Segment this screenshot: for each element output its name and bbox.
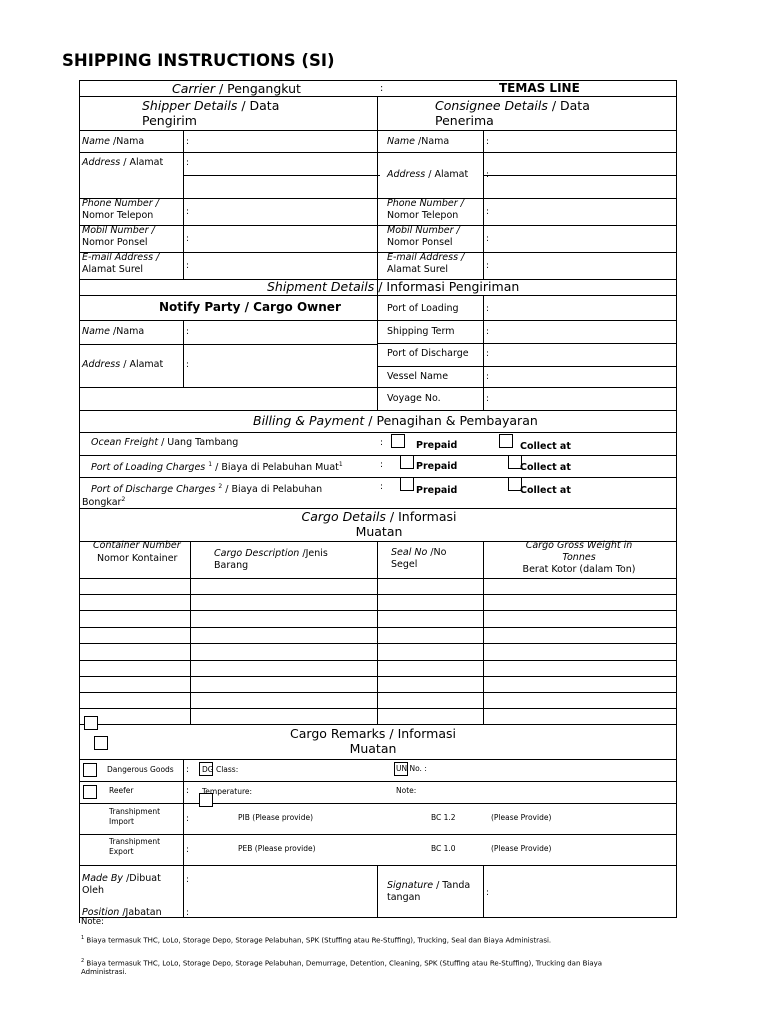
colon: :	[186, 158, 190, 168]
shipper-address-label: Address / Alamat	[82, 157, 164, 168]
prepaid-label: Prepaid	[416, 440, 458, 451]
divider	[79, 917, 676, 918]
divider	[79, 781, 676, 782]
divider	[79, 410, 676, 411]
divider	[377, 865, 378, 917]
reefer-label: Reefer	[109, 786, 134, 795]
col-gross-weight: Cargo Gross Weight in Tonnes Berat Kotor (dalam Ton)	[522, 540, 636, 575]
prepaid-checkbox[interactable]	[400, 455, 414, 469]
notify-party-header: Notify Party / Cargo Owner	[159, 300, 341, 314]
stray-checkbox[interactable]	[84, 716, 98, 730]
notify-address-label: Address / Alamat	[82, 359, 164, 370]
colon: :	[186, 261, 190, 271]
colon: :	[486, 207, 490, 217]
divider	[79, 295, 676, 296]
divider	[483, 175, 676, 176]
divider	[183, 759, 184, 917]
colon: :	[380, 482, 384, 492]
table-border-top	[79, 80, 676, 81]
col-container-number: Container Number	[93, 540, 181, 551]
pib-label: PIB (Please provide)	[238, 813, 314, 822]
prepaid-checkbox[interactable]	[391, 434, 405, 448]
colon: :	[486, 888, 490, 898]
page-title: SHIPPING INSTRUCTIONS (SI)	[62, 51, 335, 70]
carrier-label: Carrier / Pengangkut	[172, 81, 301, 96]
divider	[377, 343, 676, 344]
collect-checkbox[interactable]	[499, 434, 513, 448]
vessel-name-label: Vessel Name	[387, 371, 449, 382]
dangerous-goods-checkbox[interactable]	[83, 763, 97, 777]
divider	[79, 225, 676, 226]
bc10-label: BC 1.0	[431, 844, 456, 853]
consignee-email-label: E-mail Address / Alamat Surel	[387, 252, 465, 275]
divider	[79, 320, 377, 321]
cargo-details-header: Cargo Details / Informasi	[301, 509, 457, 524]
colon: :	[486, 372, 490, 382]
colon: :	[186, 814, 190, 824]
consignee-address-label: Address / Alamat	[387, 169, 469, 180]
divider	[483, 295, 484, 410]
cargo-remarks-header-2: Muatan	[349, 741, 397, 756]
colon: :	[486, 349, 490, 359]
port-loading-charges-label: Port of Loading Charges $^1$ / Biaya di Pelabuhan Muat$^1$	[91, 461, 343, 474]
divider	[483, 541, 484, 724]
divider	[377, 541, 378, 724]
collect-label: Collect at	[520, 485, 571, 496]
divider	[79, 455, 676, 456]
note-1: $^1$ Biaya termasuk THC, LoLo, Storage Depo, Storage Pelabuhan, SPK (Stuffing atau Re-Stuffing), Trucking, Seal dan Biaya Administrasi.	[81, 935, 552, 945]
temperature-label: Temperature:	[202, 787, 253, 796]
prepaid-checkbox[interactable]	[400, 477, 414, 491]
port-of-loading-label: Port of Loading	[387, 303, 459, 314]
cargo-remarks-header: Cargo Remarks / Informasi	[290, 726, 456, 741]
col-container-number-id: Nomor Kontainer	[97, 553, 178, 564]
position-label: Position /Jabatan	[82, 907, 162, 918]
divider	[183, 130, 184, 279]
colon: :	[186, 845, 190, 855]
colon: :	[486, 170, 490, 180]
divider	[183, 175, 380, 176]
colon: :	[186, 765, 190, 775]
colon: :	[186, 234, 190, 244]
carrier-colon: :	[380, 83, 384, 94]
note-2: $^2$ Biaya termasuk THC, LoLo, Storage Depo, Storage Pelabuhan, Demurrage, Detention, Cleaning, SPK (Stuffing atau Re-Stuffing), Trucking dan Biaya Administrasi.	[81, 958, 603, 977]
colon: :	[486, 394, 490, 404]
divider	[377, 366, 676, 367]
notify-name-label: Name /Nama	[82, 326, 145, 337]
divider	[483, 865, 484, 917]
colon: :	[380, 460, 384, 470]
billing-header: Billing & Payment / Penagihan & Pembayaran	[253, 413, 538, 428]
bc12-provide-label: (Please Provide)	[491, 813, 552, 822]
cargo-details-header-2: Muatan	[355, 524, 403, 539]
consignee-name-label: Name /Nama	[387, 136, 450, 147]
voyage-no-label: Voyage No.	[387, 393, 441, 404]
colon: :	[186, 908, 190, 918]
signature-label: Signature / Tanda tangan	[387, 880, 471, 903]
col-cargo-description: Cargo Description /Jenis Barang	[214, 548, 328, 571]
divider	[79, 759, 676, 760]
shipping-term-label: Shipping Term	[387, 326, 455, 337]
bc12-label: BC 1.2	[431, 813, 456, 822]
prepaid-label: Prepaid	[416, 485, 458, 496]
colon: :	[486, 137, 490, 147]
ocean-freight-label: Ocean Freight / Uang Tambang	[91, 437, 239, 448]
carrier-value: TEMAS LINE	[499, 81, 580, 95]
divider	[79, 198, 676, 199]
collect-label: Collect at	[520, 462, 571, 473]
divider	[79, 344, 377, 345]
cargo-remarks-checkbox[interactable]	[94, 736, 108, 750]
un-no-label: UN No. :	[396, 764, 427, 773]
port-of-discharge-label: Port of Discharge	[387, 348, 469, 359]
divider	[79, 432, 676, 433]
dangerous-goods-label: Dangerous Goods	[107, 765, 174, 774]
divider	[79, 252, 676, 253]
transhipment-import-label: Transhipment Import	[109, 807, 161, 826]
bc10-provide-label: (Please Provide)	[491, 844, 552, 853]
notes-label: Note:	[81, 917, 104, 927]
divider	[79, 803, 676, 804]
consignee-phone-label: Phone Number / Nomor Telepon	[387, 198, 464, 221]
divider	[79, 834, 676, 835]
note-label: Note:	[396, 786, 417, 795]
divider	[79, 477, 676, 478]
shipper-header: Shipper Details / Data Pengirim	[142, 98, 280, 128]
divider	[190, 541, 191, 724]
shipper-phone-label: Phone Number / Nomor Telepon	[82, 198, 159, 221]
consignee-mobile-label: Mobil Number / Nomor Ponsel	[387, 225, 460, 248]
colon: :	[486, 261, 490, 271]
consignee-header: Consignee Details / Data Penerima	[435, 98, 590, 128]
divider	[377, 96, 378, 410]
colon: :	[186, 360, 190, 370]
divider	[79, 387, 377, 388]
divider	[483, 130, 484, 279]
made-by-label: Made By /Dibuat Oleh	[82, 873, 161, 896]
table-border-right	[676, 80, 677, 918]
reefer-checkbox[interactable]	[83, 785, 97, 799]
shipper-mobile-label: Mobil Number / Nomor Ponsel	[82, 225, 155, 248]
divider	[183, 320, 184, 387]
colon: :	[186, 875, 190, 885]
transhipment-export-label: Transhipment Export	[109, 837, 161, 856]
colon: :	[486, 327, 490, 337]
colon: :	[380, 438, 384, 448]
colon: :	[486, 234, 490, 244]
shipper-name-label: Name /Nama	[82, 136, 145, 147]
colon: :	[186, 207, 190, 217]
divider	[377, 387, 676, 388]
colon: :	[486, 304, 490, 314]
collect-label: Collect at	[520, 441, 571, 452]
port-discharge-charges-label-2: Bongkar$^2$	[82, 496, 126, 509]
dg-class-label: DG Class:	[202, 765, 239, 774]
shipment-header: Shipment Details / Informasi Pengiriman	[267, 279, 520, 294]
divider	[79, 724, 676, 725]
colon: :	[186, 786, 190, 796]
colon: :	[186, 327, 190, 337]
divider	[377, 320, 676, 321]
port-discharge-charges-label: Port of Discharge Charges $^2$ / Biaya di Pelabuhan	[91, 483, 323, 496]
peb-label: PEB (Please provide)	[238, 844, 316, 853]
shipper-email-label: E-mail Address / Alamat Surel	[82, 252, 160, 275]
prepaid-label: Prepaid	[416, 461, 458, 472]
divider	[79, 152, 676, 153]
colon: :	[186, 137, 190, 147]
table-border-left	[79, 80, 80, 923]
col-seal-no: Seal No /No Segel	[391, 547, 447, 570]
